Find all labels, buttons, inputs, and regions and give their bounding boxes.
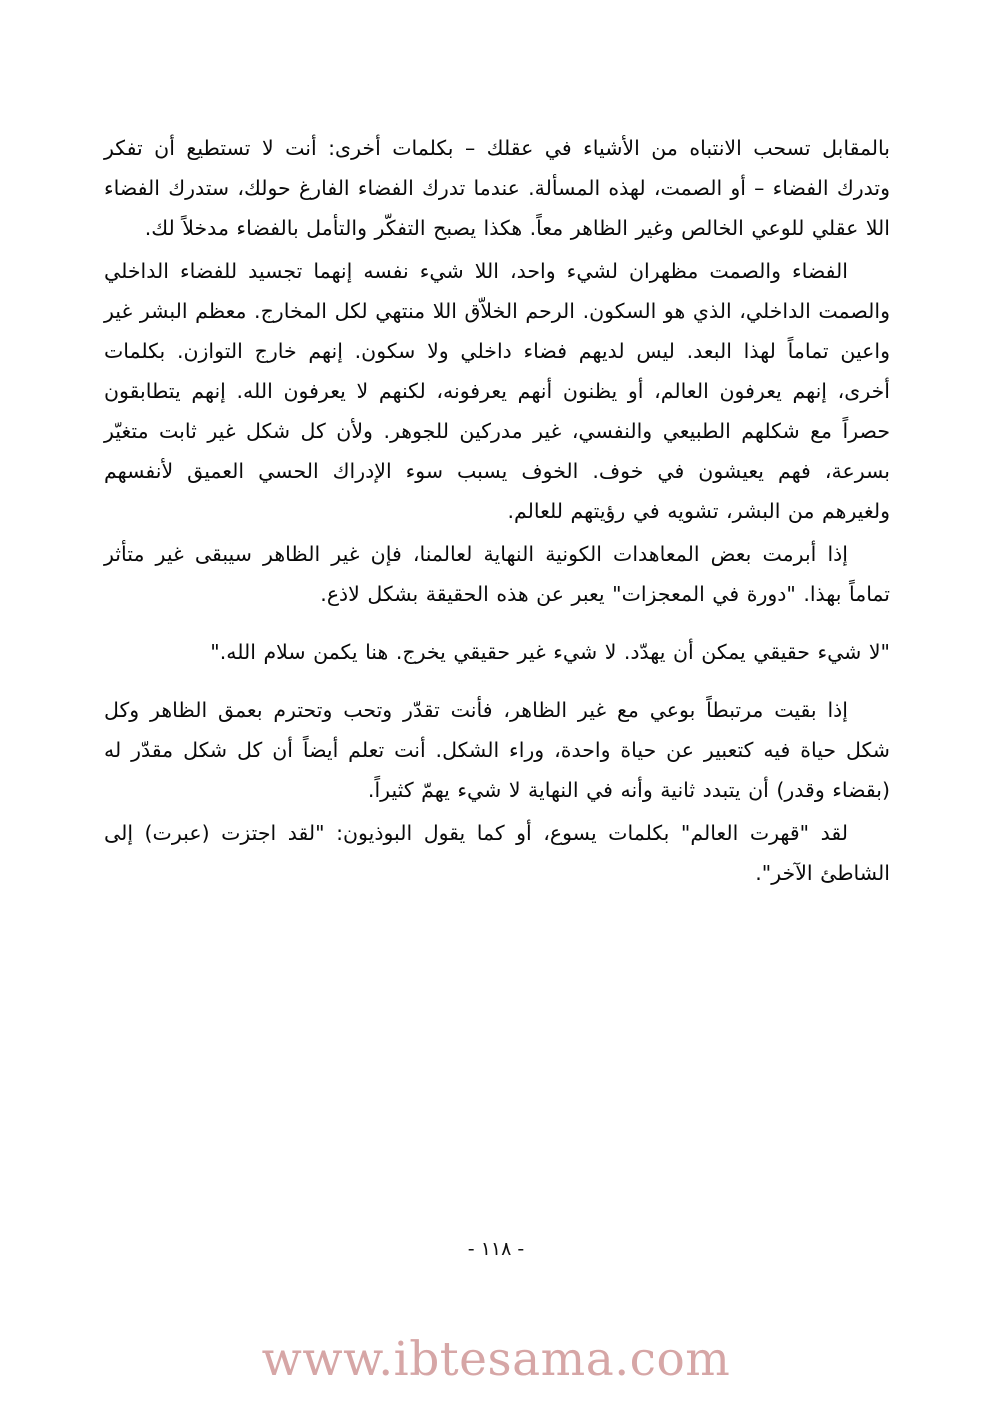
block-quote: "لا شيء حقيقي يمكن أن يهدّد. لا شيء غير حقيقي يخرج. هنا يكمن سلام الله.": [210, 640, 890, 664]
paragraph: إذا أبرمت بعض المعاهدات الكونية النهاية لعالمنا، فإن غير الظاهر سيبقى غير متأثر تماماً بهذا. "دورة في المعجزات" يعبر عن هذه الحقيقة بشكل لاذع.: [104, 542, 890, 606]
page-number: - ١١٨ -: [467, 1238, 525, 1260]
paragraph: الفضاء والصمت مظهران لشيء واحد، اللا شيء نفسه إنهما تجسيد للفضاء الداخلي والصمت الداخلي، الذي هو السكون. الرحم الخلاّق اللا منتهي لكل المخارج. معظم البشر غير واعين تماماً لهذا البعد. ليس لديهم فضاء داخلي ولا سكون. إنهم خارج التوازن. بكلمات أخرى، إنهم يعرفون العالم، أو يظنون أنهم يعرفونه، لكنهم لا يعرفون الله. إنهم يتطابقون حصراً مع شكلهم الطبيعي والنفسي، غير مدركين للجوهر. ولأن كل شكل غير ثابت متغيّر بسرعة، فهم يعيشون في خوف. الخوف يسبب سوء الإدراك الحسي العميق لأنفسهم ولغيرهم من البشر، تشويه في رؤيتهم للعالم.: [104, 259, 890, 523]
site-watermark: www.ibtesama.com: [261, 1332, 731, 1387]
paragraph: بالمقابل تسحب الانتباه من الأشياء في عقلك – بكلمات أخرى: أنت لا تستطيع أن تفكر وتدرك الفضاء – أو الصمت، لهذه المسألة. عندما تدرك الفضاء الفارغ حولك، ستدرك الفضاء اللا عقلي للوعي الخالص وغير الظاهر معاً. هكذا يصبح التفكّر والتأمل بالفضاء مدخلاً لك.: [104, 136, 890, 240]
page-text-column: [104, 128, 890, 896]
paragraph: إذا بقيت مرتبطاً بوعي مع غير الظاهر، فأنت تقدّر وتحب وتحترم بعمق الظاهر وكل شكل حياة فيه كتعبير عن حياة واحدة، وراء الشكل. أنت تعلم أيضاً أن كل شكل مقدّر له (بقضاء وقدر) أن يتبدد ثانية وأنه في النهاية لا شيء يهمّ كثيراً.: [104, 698, 890, 802]
paragraph: لقد "قهرت العالم" بكلمات يسوع، أو كما يقول البوذيون: "لقد اجتزت (عبرت) إلى الشاطئ الآخر".: [104, 821, 890, 885]
